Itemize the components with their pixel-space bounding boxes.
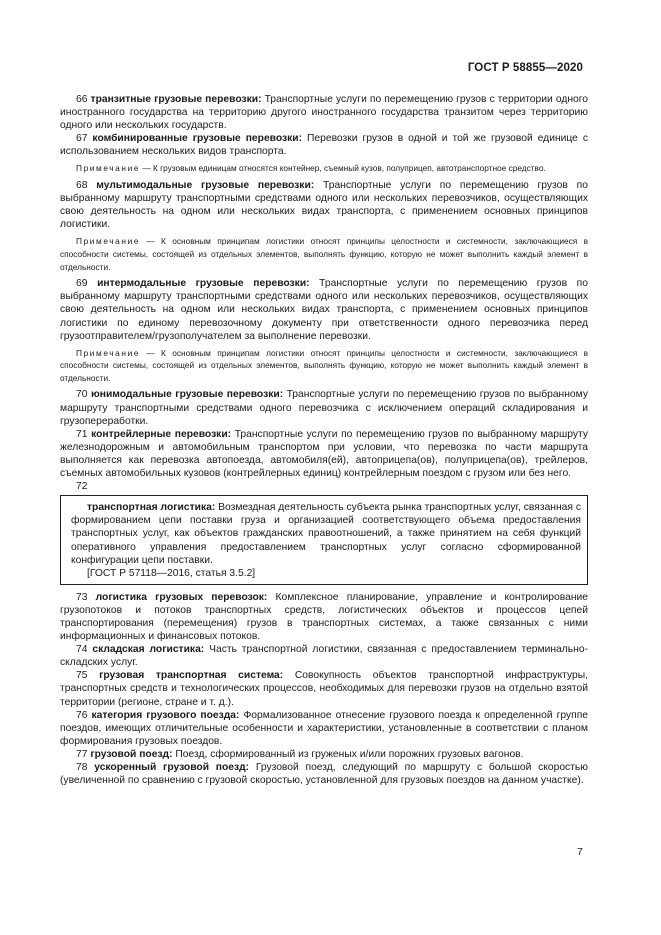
standard-header: ГОСТ Р 58855—2020: [467, 62, 583, 74]
term-entry-67: [60, 132, 588, 158]
term-definition: Часть транспортной логистики, связанная с предоставлением терминально-складских услуг.: [60, 644, 588, 669]
term-name: комбинированные грузовые перевозки:: [92, 133, 303, 145]
term-name: категория грузового поезда:: [91, 709, 240, 721]
term-definition: Транспортные услуги по перемещению грузов по выбранному маршруту транспортными средствами одного или нескольких перевозчиков, осуществляющих свою деятельность на одном или нескольких видах транспорта, с применением основных принципов логистики по единому перевозочному документу при ответственности одного перевозчика перед грузоотправителем/грузополучателем за выполнение перевозки.: [60, 278, 588, 342]
entry-number: 73: [76, 591, 88, 603]
term-entry-70: [60, 388, 588, 427]
term-entry-71: [60, 428, 588, 480]
note-69: [60, 347, 588, 385]
terms-content: [60, 93, 588, 787]
entry-number: 69: [76, 278, 88, 290]
term-definition: Возмездная деятельность субъекта рынка транспортных услуг, связанная с формированием цепи поставки груза и организацией соответствующего объема предоставления транспортных услуг, как объектов гражданских правоотношений, а также принятием на себя функций оперативного управления предоставлением транспортных услуг согласно сформированной конфигурации цепи поставки.: [71, 502, 582, 566]
term-entry-76: [60, 709, 588, 748]
note-label: Примечание: [76, 347, 141, 358]
term-name: юнимодальные грузовые перевозки:: [90, 389, 284, 401]
term-definition: Поезд, сформированный из груженых и/или порожних грузовых вагонов.: [172, 748, 524, 760]
note-label: Примечание: [76, 236, 141, 247]
term-name: мультимодальные грузовые перевозки:: [96, 180, 315, 192]
term-definition: Грузовой поезд, следующий по маршруту с большой скоростью (увеличенной по сравнению с грузовой скоростью, установленной для грузовых поездов на данном участке).: [60, 762, 589, 787]
term-entry-74: [60, 643, 588, 669]
note-text: — К основным принципам логистики относят принципы целостности и системности, заключающиеся в способности системы, состоящей из отдельных элементов, выполнять функцию, которую не может выполнить каждый элемент в отдельности.: [60, 236, 588, 272]
page-number: 7: [577, 846, 583, 858]
term-name: ускоренный грузовой поезд:: [94, 762, 250, 773]
term-definition: Транспортные услуги по перемещению грузов с территории одного иностранного государства на территорию другого иностранного государства транзитом через территорию одного или нескольких государств.: [60, 94, 588, 132]
source-reference: [ГОСТ Р 57118—2016, статья 3.5.2]: [87, 567, 256, 579]
term-entry-69: [60, 277, 588, 342]
term-name: транспортная логистика:: [87, 502, 216, 514]
term-name: транзитные грузовые перевозки:: [90, 94, 262, 105]
entry-number: 78: [76, 762, 88, 773]
note-text: — К грузовым единицам относятся контейнер, съемный кузов, полуприцеп, автотранспортное средство.: [140, 163, 546, 174]
term-definition: Совокупность объектов транспортной инфраструктуры, транспортных средств и технологических процессов, необходимых для перевозки грузов на отдельно взятой территории (регионе, стране и т. д.).: [60, 670, 588, 708]
term-definition: Транспортные услуги по перемещению грузов по выбранному маршруту транспортными средствами одного перевозчика с исключением операций складирования и грузопереработки.: [60, 389, 588, 427]
term-entry-66: [60, 93, 588, 132]
term-entry-68: [60, 179, 588, 231]
term-entry-75: [60, 669, 588, 708]
term-definition: Комплексное планирование, управление и контролирование грузопотоков и потоков транспортных средств, логистических объектов и процессов цепей транспортирования (перемещения) грузов в транспортных системах, а также связанных с ними информационных и финансовых потоков.: [60, 591, 588, 643]
term-definition: Перевозки грузов в одной и той же грузовой единице с использованием нескольких видов транспорта.: [60, 133, 588, 158]
term-name: складская логистика:: [92, 644, 205, 656]
term-name: контрейлерные перевозки:: [91, 428, 232, 440]
entry-number: 71: [76, 428, 88, 440]
entry-number: 74: [76, 644, 88, 656]
entry-number: 77: [76, 748, 88, 760]
term-entry-73: [60, 591, 588, 643]
term-entry-72-box: [60, 495, 588, 585]
term-entry-72: [71, 501, 581, 566]
note-68: [60, 235, 588, 273]
entry-number: 76: [76, 709, 88, 721]
entry-number: 75: [76, 670, 88, 682]
term-name: логистика грузовых перевозок:: [95, 591, 268, 603]
entry-number: 67: [76, 133, 88, 145]
term-name: грузовая транспортная система:: [99, 670, 284, 682]
note-text: — К основным принципам логистики относят принципы целостности и системности, заключающиеся в способности системы, состоящей из отдельных элементов, выполнять функцию, которую не может выполнить каждый элемент в отдельности.: [60, 347, 588, 383]
term-name: интермодальные грузовые перевозки:: [97, 278, 310, 290]
note-label: Примечание: [76, 163, 141, 174]
term-entry-77: [60, 748, 588, 761]
term-definition: Формализованное отнесение грузового поезда к определенной группе поездов, имеющих отличительные особенности и характеристики, установленные в соответствии с планом формирования грузовых поездов.: [60, 709, 588, 747]
term-definition: Транспортные услуги по перемещению грузов по выбранному маршруту транспортными средствами одного или нескольких перевозчиков, осуществляющих свою деятельность на одном или нескольких видах транспорта, с применением основных принципов логистики.: [60, 180, 588, 231]
term-definition: Транспортные услуги по перемещению грузов по выбранному маршруту железнодорожным и автомобильным транспортом при условии, что перевозка по части маршрута выполняется как перевозка автопоезда, автомобиля(ей), автоприцепа(ов), полуприцепа(ов), трейлеров, съемных автомобильных кузовов (контрейлерных единиц) контрейлерным поездом с грузом или без него.: [60, 428, 588, 480]
entry-number: 70: [76, 389, 88, 401]
entry-number: 66: [76, 94, 88, 105]
term-name: грузовой поезд:: [90, 748, 173, 760]
note-67: [60, 162, 588, 175]
entry-number-72: 72: [76, 481, 88, 493]
term-entry-78: [60, 761, 588, 787]
entry-number: 68: [76, 180, 88, 192]
